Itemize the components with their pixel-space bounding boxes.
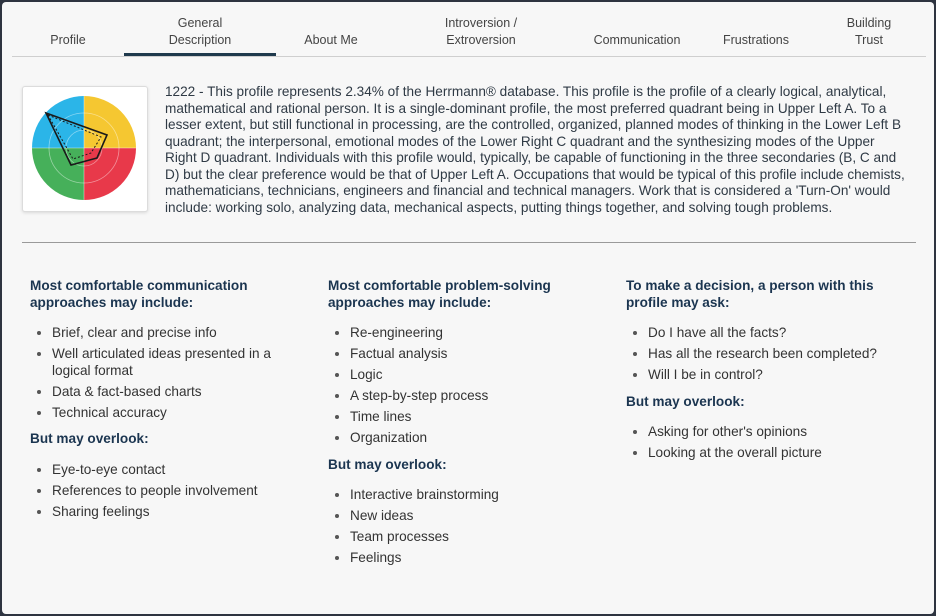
- list-item: • Asking for other's opinions: [648, 424, 896, 441]
- list-item: • Team processes: [350, 529, 598, 546]
- list-item: • Brief, clear and precise info: [52, 325, 300, 342]
- active-tab-indicator: [124, 53, 276, 56]
- list-item: • Feelings: [350, 550, 598, 567]
- section-divider: [22, 242, 916, 243]
- app-window: [2, 2, 934, 614]
- list-item: • Factual analysis: [350, 346, 598, 363]
- list-item: • Re-engineering: [350, 325, 598, 342]
- communication-column: [30, 278, 300, 530]
- problem-solving-heading: Most comfortable problem-solving approaches may include:: [328, 278, 551, 310]
- list-item: • A step-by-step process: [350, 388, 598, 405]
- tab-bar: [12, 2, 926, 57]
- tab-introversion-extroversion[interactable]: Introversion / Extroversion: [444, 16, 518, 47]
- tab-about-me[interactable]: About Me: [304, 33, 358, 47]
- tab-building-trust[interactable]: Building Trust: [846, 16, 892, 47]
- list-item: • Organization: [350, 430, 598, 447]
- overlook-list: [328, 487, 598, 567]
- list-item: • References to people involvement: [52, 483, 300, 500]
- list-item: • Interactive brainstorming: [350, 487, 598, 504]
- list-item: • Well articulated ideas presented in a logical format: [52, 346, 300, 379]
- overlook-heading: But may overlook:: [328, 456, 447, 472]
- communication-list: [30, 325, 300, 421]
- problem-solving-list: [328, 325, 598, 447]
- quadrant-d: [84, 96, 136, 148]
- overlook-heading: But may overlook:: [626, 393, 745, 409]
- decision-heading: To make a decision, a person with this profile may ask:: [626, 278, 874, 310]
- quadrant-a: [32, 96, 84, 148]
- profile-quadrant-chart: [31, 95, 137, 201]
- quadrant-c: [84, 148, 136, 200]
- profile-description: 1222 - This profile represents 2.34% of the Herrmann® database. This profile is the profile of a clearly logical, analytical, mathematical and rational person. It is a single-dominant profile, the most preferred quadrant being in Upper Left A. To a lesser extent, but still functional in processing, are the controlled, organized, planned modes of thinking in the Lower Left B quadrant; the interpersonal, emotional modes of the Lower Right C quadrant and the synthesizing modes of the Upper Right D quadrant. Individuals with this profile would, typically, be capable of functioning in the three secondaries (B, C and D) but the clear preference would be that of Upper Left A. Occupations that would be typical of this profile include chemists, mathematicians, technicians, engineers and financial and technical managers. Work that is considered a 'Turn-On' would include: working solo, analyzing data, mechanical aspects, putting things together, and solving tough problems.: [165, 84, 905, 215]
- problem-solving-column: [328, 278, 598, 577]
- list-item: • Looking at the overall picture: [648, 445, 896, 462]
- list-item: • Technical accuracy: [52, 405, 300, 422]
- tab-communication[interactable]: Communication: [593, 33, 681, 47]
- communication-heading: Most comfortable communication approaches may include:: [30, 278, 248, 310]
- list-item: • Time lines: [350, 409, 598, 426]
- decision-column: [626, 278, 896, 472]
- list-item: • Logic: [350, 367, 598, 384]
- overlook-list: [30, 462, 300, 521]
- overlook-list: [626, 424, 896, 462]
- tab-profile[interactable]: Profile: [50, 33, 86, 47]
- profile-chart-thumbnail[interactable]: [22, 86, 148, 212]
- tab-frustrations[interactable]: Frustrations: [723, 33, 789, 47]
- list-item: • Sharing feelings: [52, 504, 300, 521]
- tab-general-description[interactable]: General Description: [168, 16, 232, 47]
- list-item: • Has all the research been completed?: [648, 346, 896, 363]
- list-item: • Do I have all the facts?: [648, 325, 896, 342]
- decision-list: [626, 325, 896, 384]
- overlook-heading: But may overlook:: [30, 431, 149, 446]
- list-item: • New ideas: [350, 508, 598, 525]
- quadrant-b: [32, 148, 84, 200]
- list-item: • Data & fact-based charts: [52, 384, 300, 401]
- list-item: • Will I be in control?: [648, 367, 896, 384]
- list-item: • Eye-to-eye contact: [52, 462, 300, 479]
